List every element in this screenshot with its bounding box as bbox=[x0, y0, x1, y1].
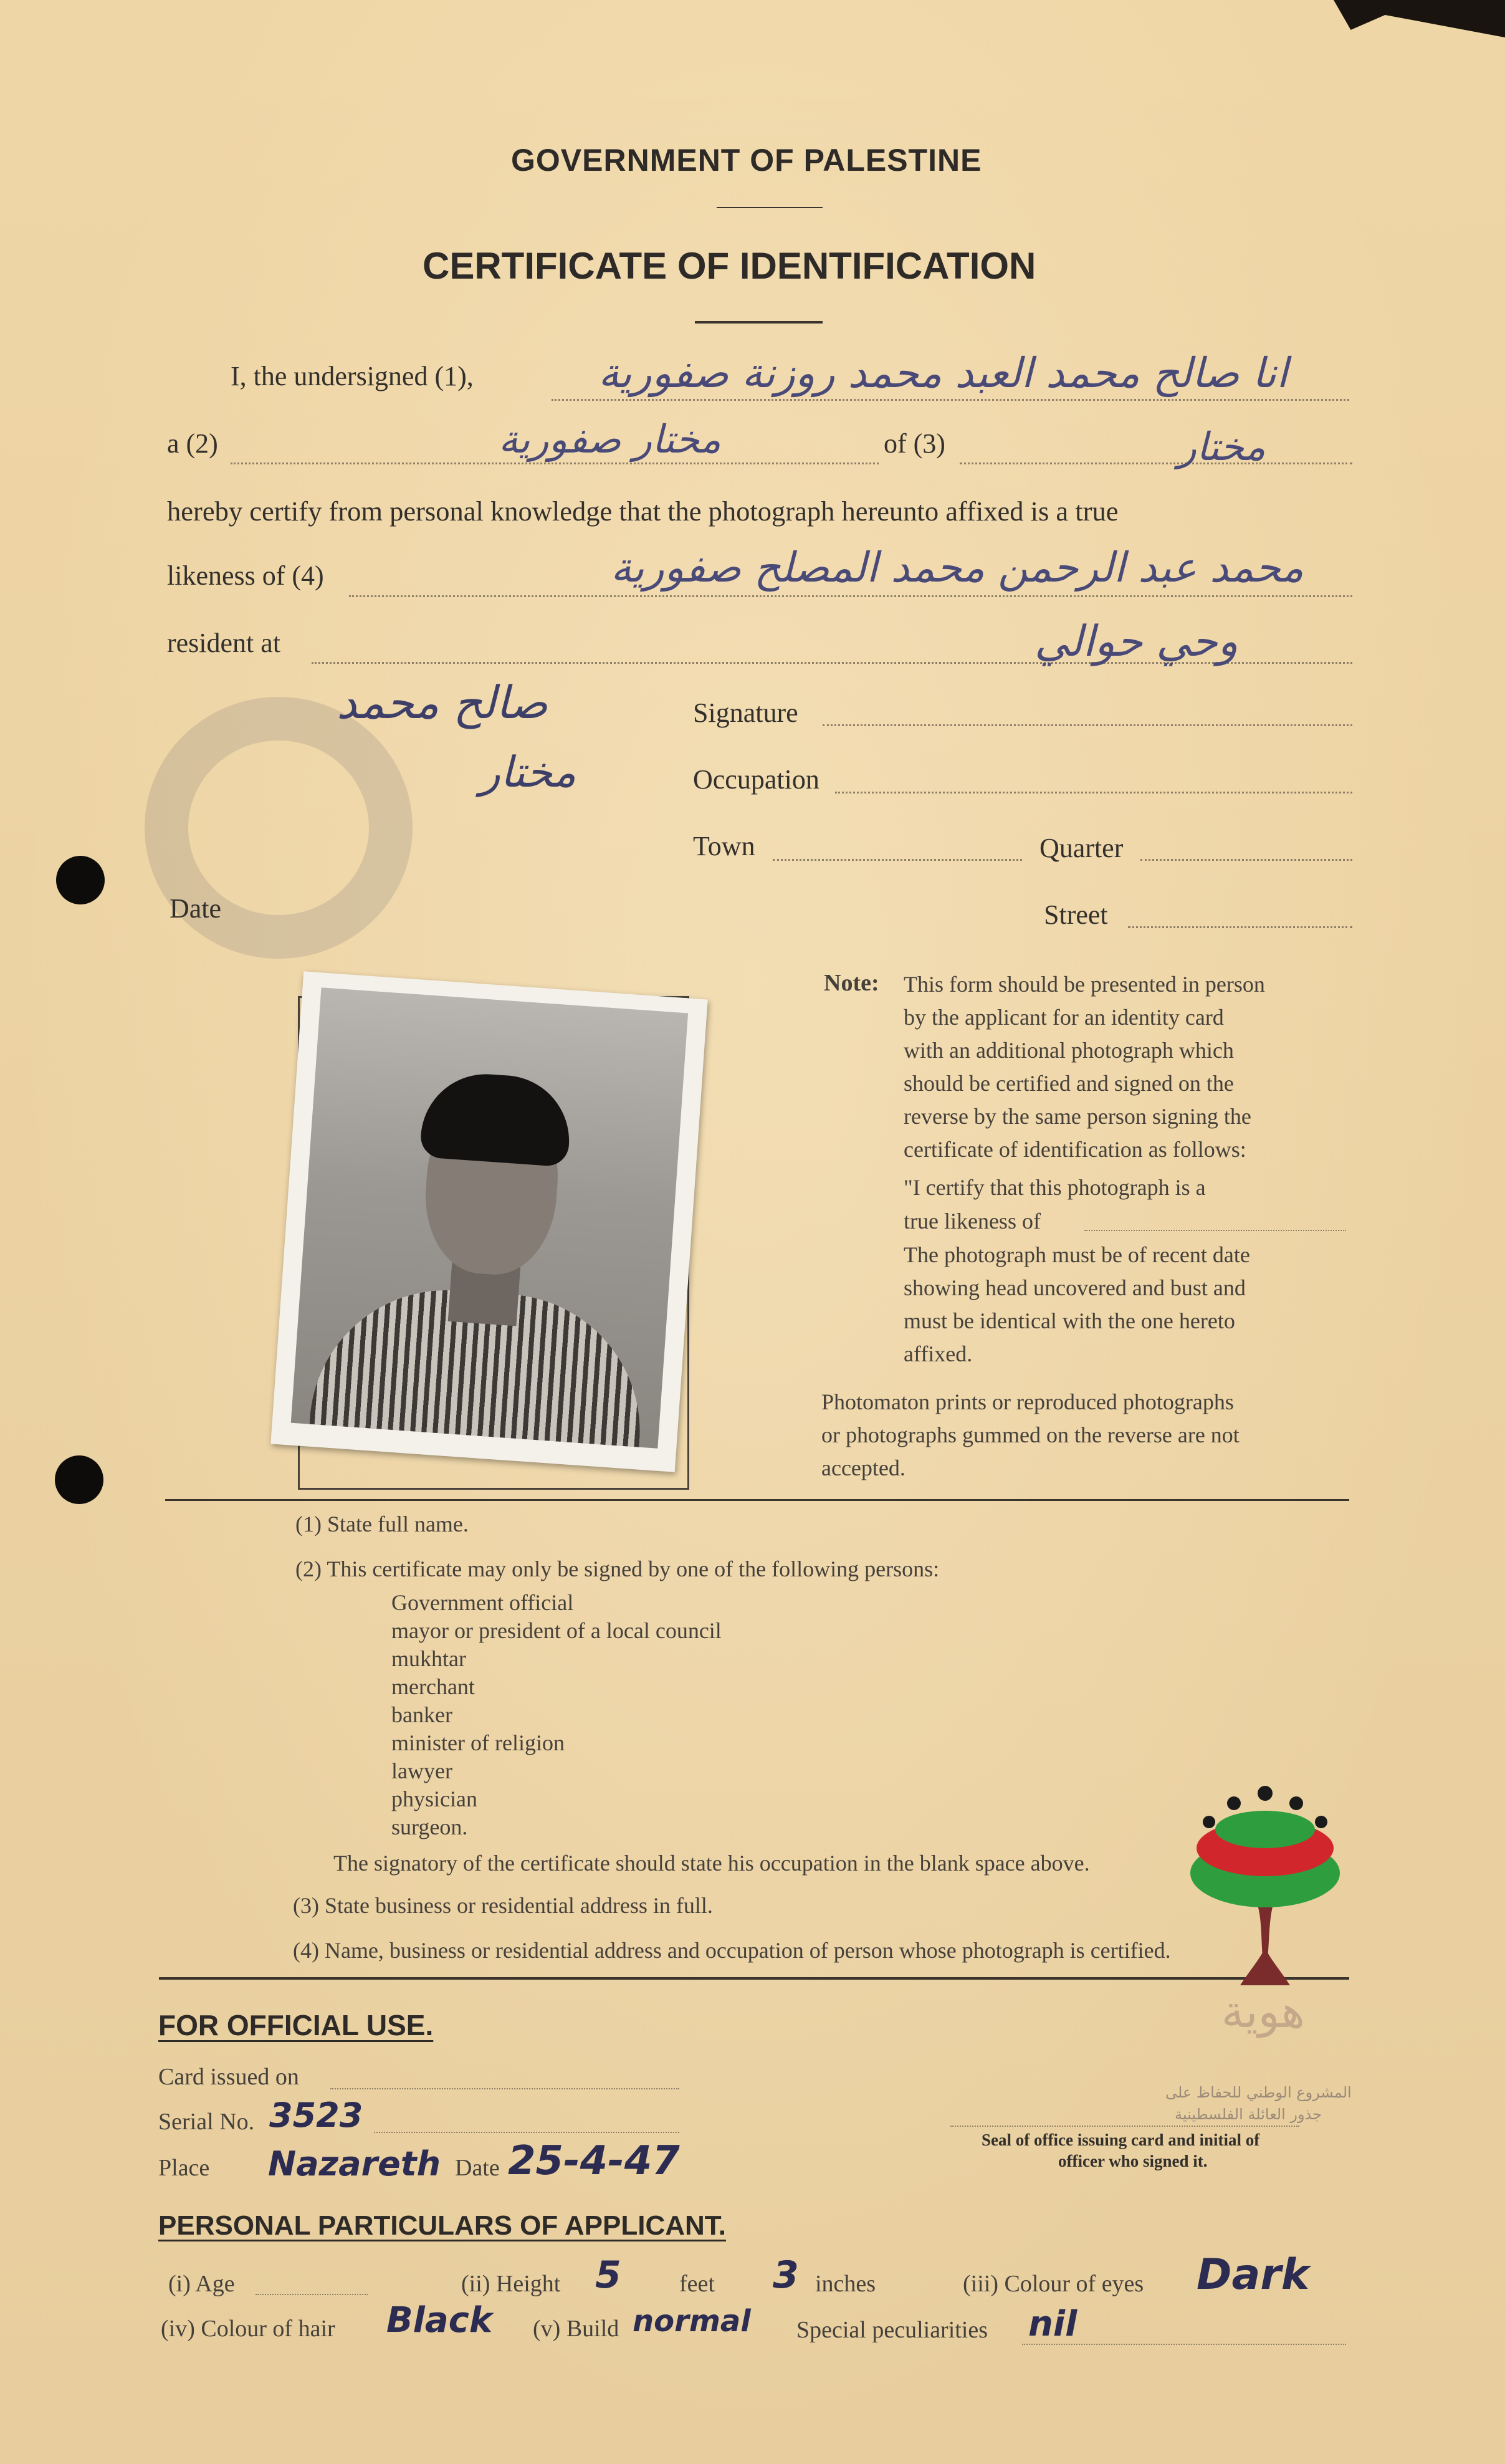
seal-caption-1: Seal of office issuing card and initial of bbox=[982, 2131, 1260, 2149]
resident-label: resident at bbox=[167, 628, 281, 658]
signatory-item: surgeon. bbox=[391, 1814, 468, 1839]
signatory-item: lawyer bbox=[391, 1758, 452, 1783]
eye-colour-value: Dark bbox=[1197, 2250, 1310, 2299]
card-issued-label: Card issued on bbox=[158, 2064, 299, 2090]
place-value: Nazareth bbox=[268, 2144, 441, 2184]
certify-statement: hereby certify from personal knowledge that the photograph hereunto affixed is a true bbox=[167, 496, 1119, 527]
likeness-line bbox=[349, 595, 1352, 597]
title-underline bbox=[695, 321, 823, 324]
age-line bbox=[256, 2294, 368, 2295]
undersigned-line bbox=[552, 399, 1349, 401]
official-use-heading: FOR OFFICIAL USE. bbox=[158, 2009, 434, 2041]
feet-label: feet bbox=[679, 2271, 715, 2297]
inches-label: inches bbox=[815, 2271, 876, 2297]
height-label: (ii) Height bbox=[461, 2271, 561, 2297]
footnote-1: (1) State full name. bbox=[295, 1512, 469, 1536]
town-line bbox=[773, 859, 1022, 861]
particulars-heading: PERSONAL PARTICULARS OF APPLICANT. bbox=[158, 2210, 727, 2241]
signature-label: Signature bbox=[693, 697, 798, 728]
note-closing-line: accepted. bbox=[821, 1455, 905, 1480]
note-line: "I certify that this photograph is a bbox=[904, 1175, 1206, 1200]
quarter-label: Quarter bbox=[1039, 833, 1124, 863]
note-likeness-line bbox=[1084, 1230, 1346, 1231]
of-label: of (3) bbox=[884, 428, 945, 459]
note-line: reverse by the same person signing the bbox=[904, 1104, 1251, 1129]
resident-value: وحي حوالي bbox=[1034, 617, 1238, 666]
corner-tear-mark bbox=[1334, 0, 1505, 37]
note-line: certificate of identification as follows: bbox=[904, 1137, 1246, 1162]
signature-line bbox=[823, 724, 1352, 726]
place-label: Place bbox=[158, 2155, 210, 2181]
occupation-line bbox=[835, 792, 1352, 793]
header-divider bbox=[717, 207, 823, 208]
signatory-item: banker bbox=[391, 1702, 452, 1727]
serial-line bbox=[374, 2132, 679, 2133]
signatory-item: mayor or president of a local council bbox=[391, 1618, 722, 1643]
of-value: مختار bbox=[1178, 424, 1266, 469]
height-inches-value: 3 bbox=[773, 2253, 799, 2297]
peculiarities-value: nil bbox=[1028, 2304, 1077, 2344]
note-closing-line: Photomaton prints or reproduced photographs bbox=[821, 1389, 1234, 1414]
note-line: showing head uncovered and bust and bbox=[904, 1275, 1246, 1300]
hair-colour-value: Black bbox=[386, 2300, 493, 2341]
note-heading: Note: bbox=[824, 970, 879, 996]
watermark-word: هوية bbox=[1221, 1985, 1305, 2038]
footnote-4: (4) Name, business or residential address and occupation of person whose photograph is certified. bbox=[293, 1938, 1171, 1963]
note-line: should be certified and signed on the bbox=[904, 1071, 1234, 1096]
likeness-label: likeness of (4) bbox=[167, 560, 324, 591]
note-line: The photograph must be of recent date bbox=[904, 1242, 1250, 1267]
peculiarities-label: Special peculiarities bbox=[796, 2317, 988, 2343]
note-line: with an additional photograph which bbox=[904, 1038, 1234, 1063]
street-label: Street bbox=[1044, 899, 1108, 930]
serial-label: Serial No. bbox=[158, 2109, 255, 2135]
watermark-logo bbox=[1172, 1780, 1359, 2041]
of-line bbox=[960, 463, 1352, 464]
undersigned-value: انا صالح محمد العبد محمد روزنة صفورية bbox=[598, 349, 1288, 397]
role-line bbox=[231, 463, 879, 464]
note-line: true likeness of bbox=[904, 1209, 1041, 1234]
peculiarities-line bbox=[1022, 2344, 1346, 2345]
eye-colour-label: (iii) Colour of eyes bbox=[963, 2271, 1144, 2297]
role-label: a (2) bbox=[167, 428, 218, 459]
serial-value: 3523 bbox=[269, 2096, 363, 2135]
note-line: This form should be presented in person bbox=[904, 972, 1265, 997]
signatory-item: mukhtar bbox=[391, 1646, 466, 1671]
quarter-line bbox=[1140, 859, 1352, 861]
applicant-photograph bbox=[270, 971, 707, 1472]
likeness-value: محمد عبد الرحمن محمد المصلح صفورية bbox=[611, 544, 1304, 592]
note-line: must be identical with the one hereto bbox=[904, 1308, 1235, 1333]
signatory-item: Government official bbox=[391, 1590, 574, 1615]
hair-colour-label: (iv) Colour of hair bbox=[161, 2316, 335, 2342]
official-divider bbox=[159, 1977, 1349, 1980]
watermark-line-2: جذور العائلة الفلسطينية bbox=[1175, 2106, 1322, 2123]
punch-hole-bottom bbox=[55, 1455, 103, 1504]
footnote-2-tail: The signatory of the certificate should state his occupation in the blank space above. bbox=[333, 1851, 1090, 1876]
build-value: normal bbox=[633, 2304, 751, 2339]
footnote-2: (2) This certificate may only be signed by one of the following persons: bbox=[295, 1556, 940, 1581]
footnote-3: (3) State business or residential address in full. bbox=[293, 1893, 713, 1918]
date-label: Date bbox=[170, 893, 222, 924]
section-divider bbox=[165, 1499, 1349, 1501]
note-line: by the applicant for an identity card bbox=[904, 1005, 1224, 1030]
photo-image bbox=[291, 987, 688, 1448]
signer-name-handwritten: صالح محمد bbox=[337, 676, 548, 729]
photo-hair bbox=[419, 1070, 573, 1167]
card-issued-line bbox=[330, 2088, 679, 2089]
town-label: Town bbox=[693, 831, 755, 861]
family-tree-logo-icon bbox=[1172, 1780, 1359, 1985]
punch-hole-top bbox=[56, 856, 105, 904]
seal-caption-2: officer who signed it. bbox=[1058, 2152, 1208, 2170]
signatory-item: minister of religion bbox=[391, 1730, 565, 1755]
signer-title-handwritten: مختار bbox=[480, 748, 576, 797]
role-value: مختار صفورية bbox=[499, 416, 721, 462]
street-line bbox=[1128, 926, 1352, 928]
document-title: CERTIFICATE OF IDENTIFICATION bbox=[423, 245, 1036, 287]
note-closing-line: or photographs gummed on the reverse are not bbox=[821, 1422, 1240, 1447]
age-label: (i) Age bbox=[168, 2271, 235, 2297]
signatory-item: merchant bbox=[391, 1674, 475, 1699]
government-heading: GOVERNMENT OF PALESTINE bbox=[511, 143, 982, 178]
watermark-line-1: المشروع الوطني للحفاظ على bbox=[1165, 2084, 1352, 2101]
build-label: (v) Build bbox=[533, 2316, 619, 2342]
signatory-item: physician bbox=[391, 1786, 477, 1811]
date-issued-value: 25-4-47 bbox=[508, 2138, 680, 2184]
height-feet-value: 5 bbox=[595, 2253, 621, 2297]
seal-signature-line bbox=[950, 2126, 1299, 2127]
occupation-label: Occupation bbox=[693, 764, 819, 795]
undersigned-label: I, the undersigned (1), bbox=[231, 361, 474, 391]
date-issued-label: Date bbox=[455, 2155, 500, 2181]
note-line: affixed. bbox=[904, 1341, 973, 1366]
